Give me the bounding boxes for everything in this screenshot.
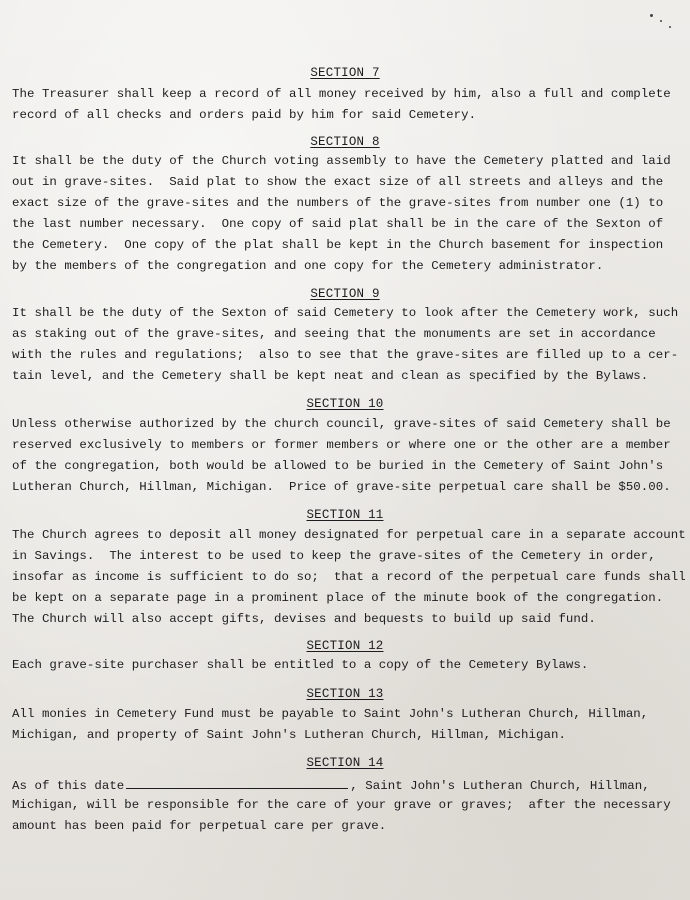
paper-speck <box>650 14 653 17</box>
section-13-heading: SECTION 13 <box>306 687 384 701</box>
date-blank-line <box>126 777 348 789</box>
section-14-first-line <box>12 777 650 793</box>
section-9-line: as staking out of the grave-sites, and seeing that the monuments are set in accordance <box>12 327 656 341</box>
section-13-line: Michigan, and property of Saint John's Lutheran Church, Hillman, Michigan. <box>12 728 566 742</box>
paper-speck <box>669 26 671 28</box>
section-7-heading: SECTION 7 <box>310 66 380 80</box>
section-9-heading: SECTION 9 <box>310 287 380 301</box>
section-10-line: Unless otherwise authorized by the church council, grave-sites of said Cemetery shall be <box>12 417 671 431</box>
section-7-line: The Treasurer shall keep a record of all money received by him, also a full and complete <box>12 87 671 101</box>
section-8-heading: SECTION 8 <box>310 135 380 149</box>
section-14-prefix: As of this date <box>12 779 125 793</box>
section-11-line: The Church will also accept gifts, devises and bequests to build up said fund. <box>12 612 596 626</box>
section-10-line: Lutheran Church, Hillman, Michigan. Price of grave-site perpetual care shall be $50.00. <box>12 480 671 494</box>
section-8-line: It shall be the duty of the Church voting assembly to have the Cemetery platted and laid <box>12 154 671 168</box>
section-11-line: The Church agrees to deposit all money designated for perpetual care in a separate account <box>12 528 686 542</box>
section-12-heading: SECTION 12 <box>306 639 384 653</box>
section-10-heading: SECTION 10 <box>306 397 384 411</box>
section-14-suffix: , Saint John's Lutheran Church, Hillman, <box>350 779 650 793</box>
section-11-heading: SECTION 11 <box>306 508 384 522</box>
section-7-line: record of all checks and orders paid by him for said Cemetery. <box>12 108 477 122</box>
section-11-line: in Savings. The interest to be used to keep the grave-sites of the Cemetery in order, <box>12 549 656 563</box>
section-8-line: exact size of the grave-sites and the numbers of the grave-sites from number one (1) to <box>12 196 664 210</box>
section-10-line: reserved exclusively to members or former members or where one or the other are a member <box>12 438 671 452</box>
section-11-line: be kept on a separate page in a prominent place of the minute book of the congregation. <box>12 591 664 605</box>
section-11-line: insofar as income is sufficient to do so; that a record of the perpetual care funds shall <box>12 570 686 584</box>
section-8-line: by the members of the congregation and one copy for the Cemetery administrator. <box>12 259 604 273</box>
section-12-line: Each grave-site purchaser shall be entitled to a copy of the Cemetery Bylaws. <box>12 658 589 672</box>
section-8-line: out in grave-sites. Said plat to show the exact size of all streets and alleys and the <box>12 175 664 189</box>
section-9-line: It shall be the duty of the Sexton of said Cemetery to look after the Cemetery work, such <box>12 306 679 320</box>
section-8-line: the last number necessary. One copy of said plat shall be in the care of the Sexton of <box>12 217 664 231</box>
section-10-line: of the congregation, both would be allowed to be buried in the Cemetery of Saint John's <box>12 459 664 473</box>
section-9-line: tain level, and the Cemetery shall be kept neat and clean as specified by the Bylaws. <box>12 369 649 383</box>
section-8-line: the Cemetery. One copy of the plat shall be kept in the Church basement for inspection <box>12 238 664 252</box>
section-9-line: with the rules and regulations; also to see that the grave-sites are filled up to a cer- <box>12 348 679 362</box>
section-13-line: All monies in Cemetery Fund must be payable to Saint John's Lutheran Church, Hillman, <box>12 707 649 721</box>
paper-speck <box>660 20 662 22</box>
section-14-heading: SECTION 14 <box>306 756 384 770</box>
section-14-line: amount has been paid for perpetual care per grave. <box>12 819 387 833</box>
section-14-line: Michigan, will be responsible for the care of your grave or graves; after the necessary <box>12 798 671 812</box>
